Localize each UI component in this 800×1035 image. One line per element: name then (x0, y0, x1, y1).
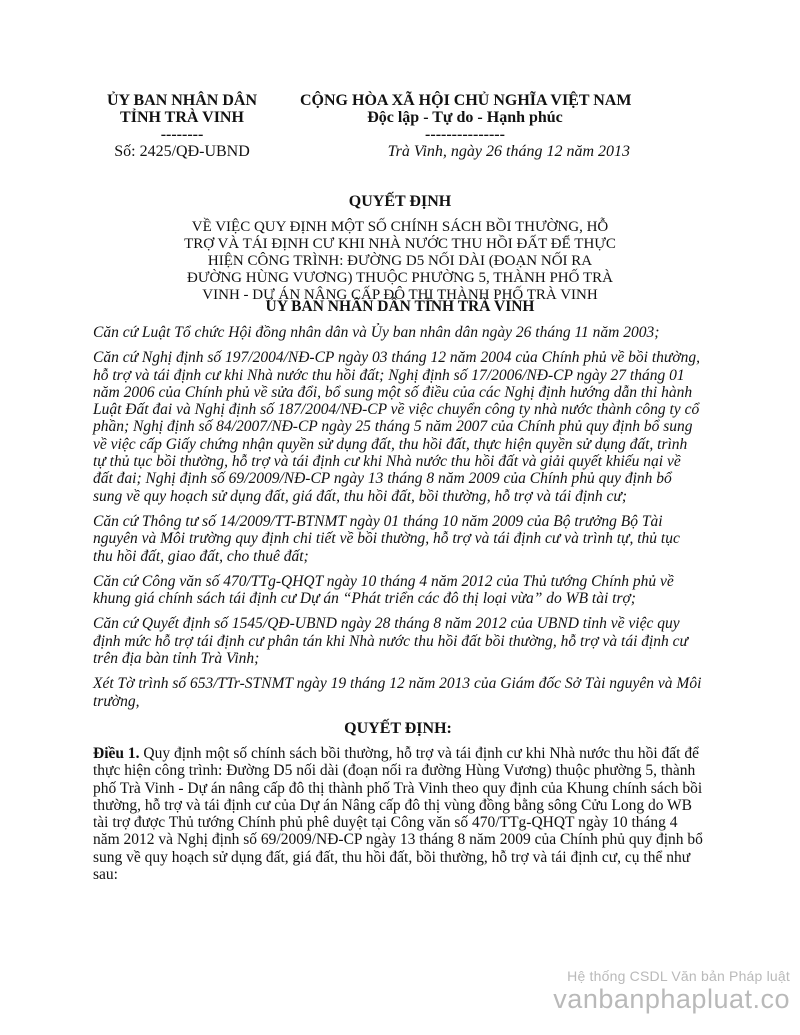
national-title: CỘNG HÒA XÃ HỘI CHỦ NGHĨA VIỆT NAM (300, 92, 632, 109)
national-motto-block (300, 92, 630, 160)
place-and-date: Trà Vinh, ngày 26 tháng 12 năm 2013 (387, 143, 630, 160)
document-title: QUYẾT ĐỊNH (348, 193, 452, 210)
decision-heading: QUYẾT ĐỊNH: (344, 719, 452, 737)
preamble-item: Xét Tờ trình số 653/TTr-STNMT ngày 19 tháng 12 năm 2013 của Giám đốc Sở Tài nguyên và Môi trường, (93, 675, 702, 710)
authority-line-2: TỈNH TRÀ VINH (120, 109, 244, 126)
preamble-item: Căn cứ Luật Tổ chức Hội đồng nhân dân và Ủy ban nhân dân ngày 26 tháng 11 năm 2003; (93, 324, 660, 341)
national-motto: Độc lập - Tự do - Hạnh phúc (367, 109, 563, 126)
article-1 (93, 745, 703, 883)
document-number: Số: 2425/QĐ-UBND (114, 143, 250, 160)
watermark-caption: Hệ thống CSDL Văn bản Pháp luật (567, 968, 790, 984)
document-header (0, 92, 800, 172)
article-1-label: Điều 1. (93, 744, 140, 762)
watermark-site: vanbanphapluat.co (553, 984, 790, 1014)
deciding-authority: ỦY BAN NHÂN DÂN TỈNH TRÀ VINH (265, 298, 535, 315)
preamble-item: Căn cứ Nghị định số 197/2004/NĐ-CP ngày 03 tháng 12 năm 2004 của Chính phủ về bồi thường, hỗ trợ và tái định cư khi Nhà nước thu hồi đất; Nghị định số 17/2006/NĐ-CP ngày 27 tháng 01 năm 2006 của Chính phủ về sửa đổi, bổ sung một số điều của các Nghị định hướng dẫn thi hành Luật Đất đai và Nghị định số 187/2004/NĐ-CP về việc chuyển công ty nhà nước thành công ty cổ phần; Nghị định số 84/2007/NĐ-CP ngày 25 tháng 5 năm 2007 của Chính phủ quy định bổ sung về việc cấp Giấy chứng nhận quyền sử dụng đất, thu hồi đất, thực hiện quyền sử dụng đất, trình tự thủ tục bồi thường, hỗ trợ và tái định cư khi Nhà nước thu hồi đất và giải quyết khiếu nại về đất đai; Nghị định số 69/2009/NĐ-CP ngày 13 tháng 8 năm 2009 của Chính phủ quy định bổ sung về quy hoạch sử dụng đất, giá đất, thu hồi đất, bồi thường, hỗ trợ và tái định cư; (93, 349, 700, 505)
motto-separator: --------------- (425, 126, 505, 143)
document-subject: VỀ VIỆC QUY ĐỊNH MỘT SỐ CHÍNH SÁCH BỒI THƯỜNG, HỖ TRỢ VÀ TÁI ĐỊNH CƯ KHI NHÀ NƯỚC THU HỒI ĐẤT ĐỂ THỰC HIỆN CÔNG TRÌNH: ĐƯỜNG D5 NỐI DÀI (ĐOẠN NỐI RA ĐƯỜNG HÙNG VƯƠNG) THUỘC PHƯỜNG 5, THÀNH PHỐ TRÀ VINH - DỰ ÁN NÂNG CẤP ĐÔ THỊ THÀNH PHỐ TRÀ VINH (184, 219, 616, 303)
preamble-item: Căn cứ Quyết định số 1545/QĐ-UBND ngày 28 tháng 8 năm 2012 của UBND tỉnh về việc quy định mức hỗ trợ tái định cư phân tán khi Nhà nước thu hồi đất bồi thường, hỗ trợ và tái định cư trên địa bàn tỉnh Trà Vinh; (93, 615, 689, 668)
preamble-item: Căn cứ Công văn số 470/TTg-QHQT ngày 10 tháng 4 năm 2012 của Thủ tướng Chính phủ về khung giá chính sách tái định cư Dự án “Phát triển các đô thị loại vừa” do WB tài trợ; (93, 572, 674, 608)
authority-separator: -------- (160, 126, 204, 143)
authority-line-1: ỦY BAN NHÂN DÂN (106, 92, 258, 109)
issuing-authority-block (92, 92, 272, 160)
document-body (93, 324, 703, 883)
article-1-text: Quy định một số chính sách bồi thường, hỗ trợ và tái định cư khi Nhà nước thu hồi đất để thực hiện công trình: Đường D5 nối dài (đoạn nối ra đường Hùng Vương) thuộc phường 5, thành phố Trà Vinh - Dự án nâng cấp đô thị thành phố Trà Vinh theo quy định của Khung chính sách bồi thường, hỗ trợ và tái định cư của Dự án Nâng cấp đô thị vùng đồng bằng sông Cửu Long do WB tài trợ được Thủ tướng Chính phủ phê duyệt tại Công văn số 470/TTg-QHQT ngày 10 tháng 4 năm 2012 và Nghị định số 69/2009/NĐ-CP ngày 13 tháng 8 năm 2009 của Chính phủ quy định bổ sung về quy hoạch sử dụng đất, giá đất, thu hồi đất, bồi thường, hỗ trợ và tái định cư, cụ thể như sau: (93, 744, 703, 884)
preamble-item: Căn cứ Thông tư số 14/2009/TT-BTNMT ngày 01 tháng 10 năm 2009 của Bộ trưởng Bộ Tài nguyên và Môi trường quy định chi tiết về bồi thường, hỗ trợ và tái định cư và trình tự, thủ tục thu hồi đất, giao đất, cho thuê đất; (93, 512, 680, 565)
